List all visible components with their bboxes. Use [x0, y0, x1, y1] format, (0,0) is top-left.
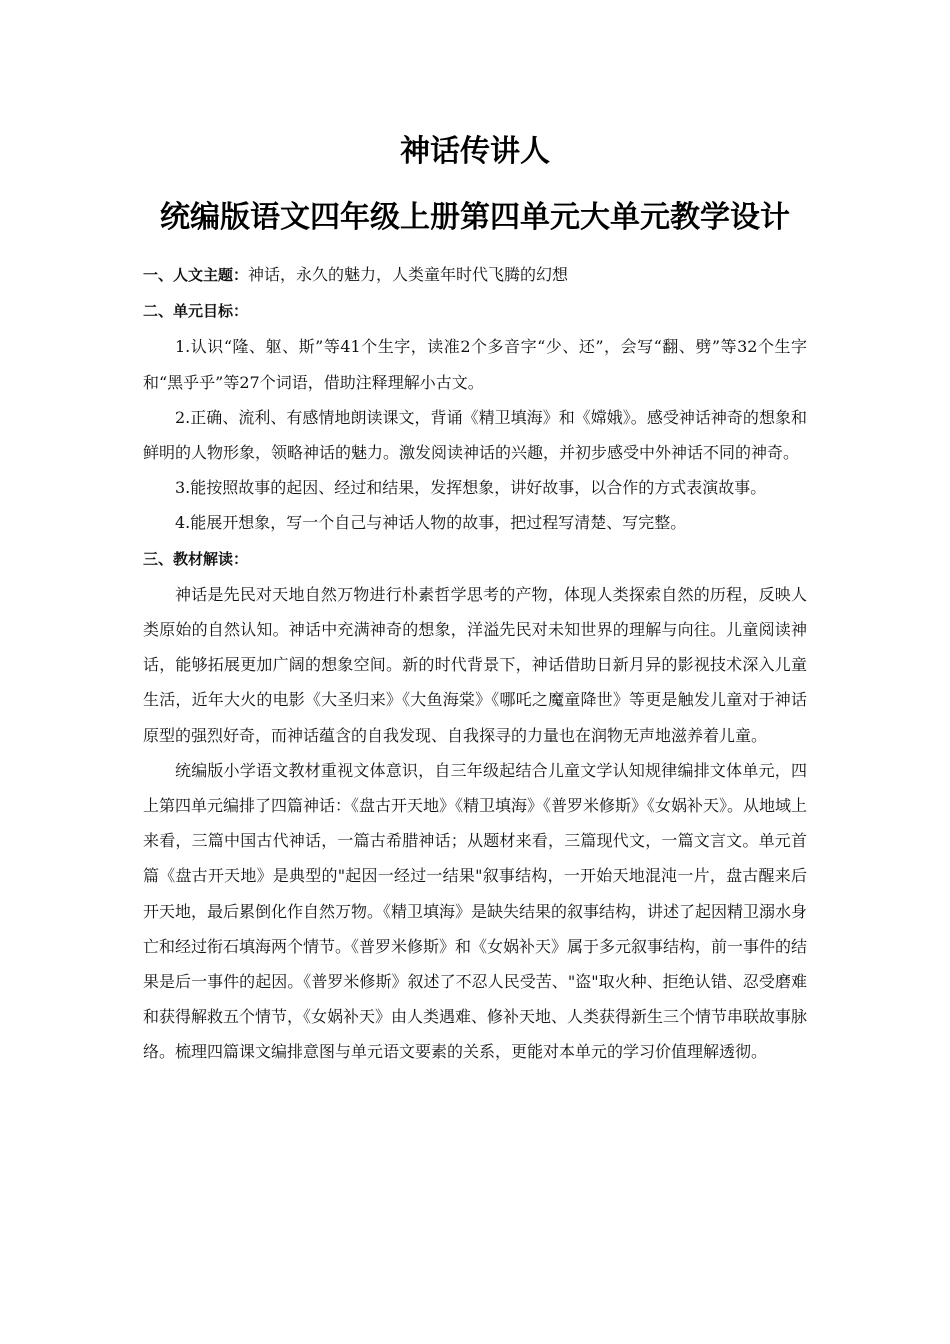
document-title: 神话传讲人 — [400, 134, 550, 169]
section-textbook-analysis — [143, 541, 807, 577]
document-body — [143, 257, 807, 1070]
section-heading: 二、单元目标： — [143, 302, 249, 321]
section-heading: 三、教材解读： — [143, 549, 249, 568]
goal-item: 2.正确、流利、有感情地朗读课文，背诵《精卫填海》和《嫦娥》。感受神话神奇的想象和鲜明的人物形象，领略神话的魅力。激发阅读神话的兴趣，并初步感受中外神话不同的神奇。 — [143, 407, 807, 463]
analysis-paragraph: 神话是先民对天地自然万物进行朴素哲学思考的产物，体现人类探索自然的历程，反映人类原始的自然认知。神话中充满神奇的想象，洋溢先民对未知世界的理解与向往。儿童阅读神话，能够拓展更加广阔的想象空间。新的时代背景下，神话借助日新月异的影视技术深入儿童生活，近年大火的电影《大圣归来》《大鱼海棠》《哪吒之魔童降世》等更是触发儿童对于神话原型的强烈好奇，而神话蕴含的自我发现、自我探寻的力量也在润物无声地滋养着儿童。 — [143, 584, 807, 745]
section-text: 神话，永久的魅力，人类童年时代飞腾的幻想 — [248, 265, 569, 284]
goal-item: 4.能展开想象，写一个自己与神话人物的故事，把过程写清楚、写完整。 — [175, 513, 687, 533]
section-heading: 一、人文主题： — [143, 266, 249, 284]
goal-item: 1.认识“隆、躯、斯”等41个生字，读准2个多音字“少、还”，会写“翻、劈”等32个生字和“黑乎乎”等27个词语，借助注释理解小古文。 — [143, 337, 807, 392]
goal-item: 3.能按照故事的起因、经过和结果，发挥想象，讲好故事，以合作的方式表演故事。 — [175, 478, 767, 498]
document-subtitle: 统编版语文四年级上册第四单元大单元教学设计 — [160, 200, 790, 235]
section-humanistic-theme — [143, 257, 807, 293]
analysis-paragraph: 统编版小学语文教材重视文体意识，自三年级起结合儿童文学认知规律编排文体单元，四上第四单元编排了四篇神话：《盘古开天地》《精卫填海》《普罗米修斯》《女娲补天》。从地域上来看，三篇中国古代神话，一篇古希腊神话；从题材来看，三篇现代文，一篇文言文。单元首篇《盘古开天地》是典型的"起因一经过一结果"叙事结构，一开始天地混沌一片，盘古醒来后开天地，最后累倒化作自然万物。《精卫填海》是缺失结果的叙事结构，讲述了起因精卫溺水身亡和经过衔石填海两个情节。《普罗米修斯》和《女娲补天》属于多元叙事结构，前一事件的结果是后一事件的起因。《普罗米修斯》叙述了不忍人民受苦、"盗"取火种、拒绝认错、忍受磨难和获得解救五个情节，《女娲补天》由人类遇难、修补天地、人类获得新生三个情节串联故事脉络。梳理四篇课文编排意图与单元语文要素的关系，更能对本单元的学习价值理解透彻。 — [143, 760, 808, 1062]
section-unit-goals — [143, 293, 807, 329]
